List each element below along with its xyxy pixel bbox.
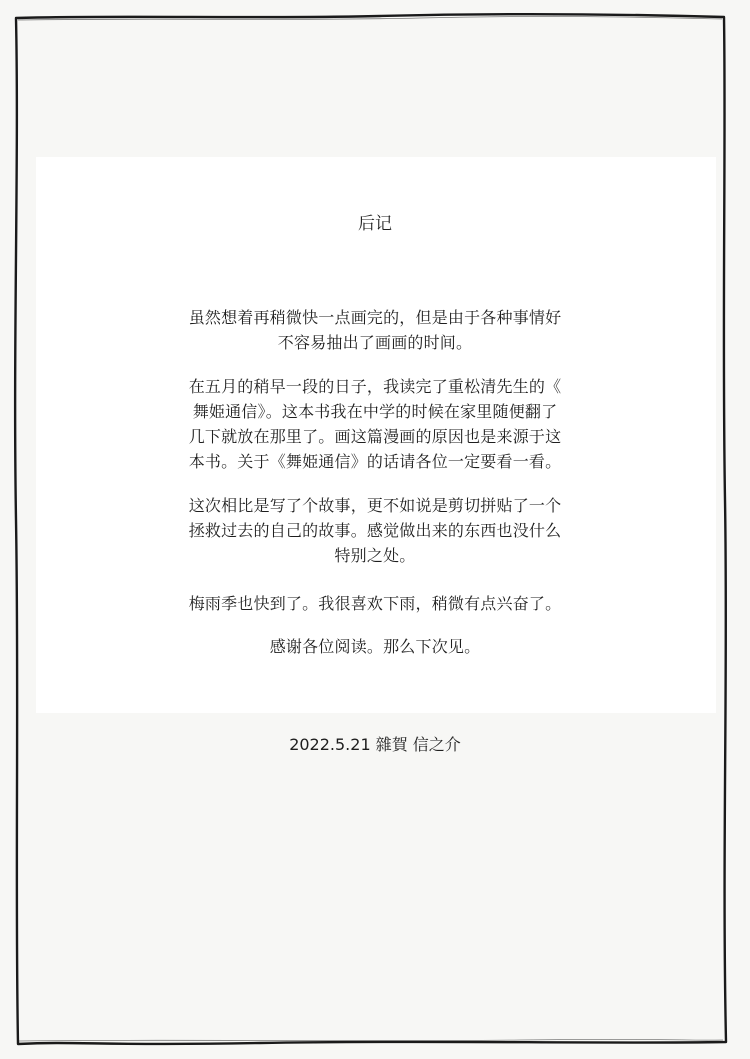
paragraph-3 [0,493,750,568]
page-title: 后记 [358,214,392,234]
text-line: 虽然想着再稍微快一点画完的，但是由于各种事情好 [188,308,562,327]
text-line: 拯救过去的自己的故事。感觉做出来的东西也没什么 [188,521,562,540]
paragraph-1 [0,305,750,355]
date-signature: 2022.5.21 雜賀 信之介 [289,735,461,754]
paragraph-4 [0,591,750,616]
paragraph-2 [0,374,750,474]
text-line: 感谢各位阅读。那么下次见。 [269,637,481,656]
text-line: 这次相比是写了个故事，更不如说是剪切拼贴了一个 [188,496,562,515]
text-line: 不容易抽出了画画的时间。 [277,333,473,352]
text-line: 梅雨季也快到了。我很喜欢下雨，稍微有点兴奋了。 [188,594,562,613]
text-line: 舞姫通信》。这本书我在中学的时候在家里随便翻了 [192,402,558,421]
text-line: 本书。关于《舞姫通信》的话请各位一定要看一看。 [188,452,562,471]
paragraph-5 [0,634,750,659]
text-line: 特别之处。 [334,546,416,565]
text-line: 几下就放在那里了。画这篇漫画的原因也是来源于这 [188,427,562,446]
text-line: 在五月的稍早一段的日子，我读完了重松清先生的《 [188,377,562,396]
